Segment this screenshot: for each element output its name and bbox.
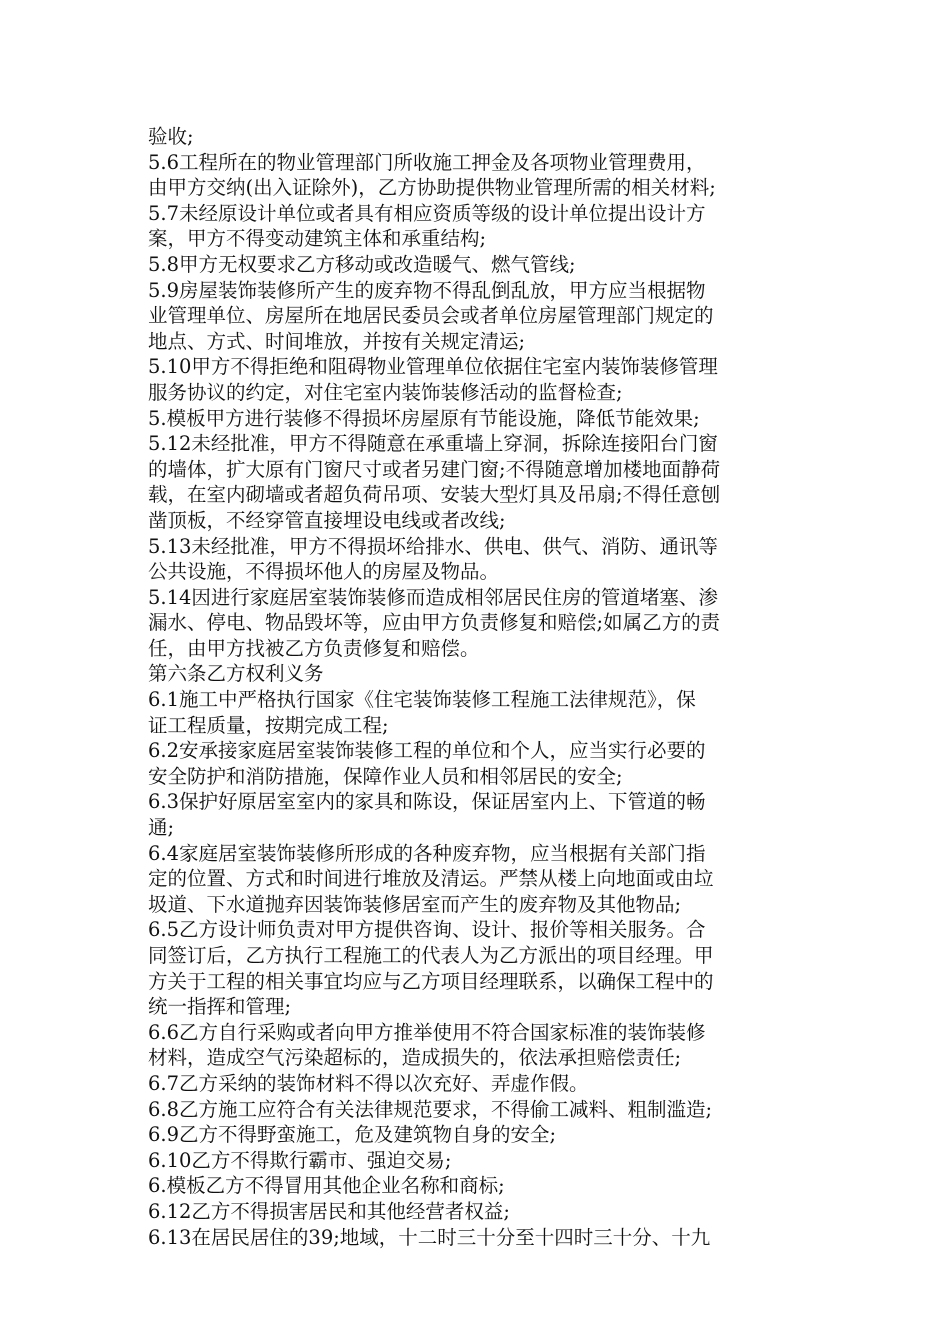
- text-line: 5.10甲方不得拒绝和阻碍物业管理单位依据住宅室内装饰装修管理: [148, 355, 718, 379]
- text-line: 6.7乙方采纳的装饰材料不得以次充好、弄虚作假。: [148, 1071, 589, 1095]
- text-line: 5.6工程所在的物业管理部门所收施工押金及各项物业管理费用，: [148, 150, 706, 174]
- text-line: 第六条乙方权利义务: [148, 662, 324, 686]
- text-line: 安全防护和消防措施，保障作业人员和相邻居民的安全;: [148, 764, 623, 788]
- text-line: 5.14因进行家庭居室装饰装修而造成相邻居民住房的管道堵塞、渗: [148, 585, 718, 609]
- document-body: [148, 124, 808, 1250]
- text-line: 6.1施工中严格执行国家《住宅装饰装修工程施工法律规范》，保: [148, 688, 696, 712]
- text-line: 任，由甲方找被乙方负责修复和赔偿。: [148, 636, 480, 660]
- text-line: 6.10乙方不得欺行霸市、强迫交易;: [148, 1148, 452, 1172]
- text-line: 5.模板甲方进行装修不得损坏房屋原有节能设施，降低节能效果;: [148, 406, 700, 430]
- text-line: 6.9乙方不得野蛮施工，危及建筑物自身的安全;: [148, 1123, 557, 1147]
- text-line: 统一指挥和管理;: [148, 995, 292, 1019]
- text-line: 公共设施，不得损坏他人的房屋及物品。: [148, 560, 500, 584]
- text-line: 由甲方交纳(出入证除外)，乙方协助提供物业管理所需的相关材料;: [148, 176, 716, 200]
- text-line: 方关于工程的相关事宜均应与乙方项目经理联系，以确保工程中的: [148, 969, 714, 993]
- text-line: 6.13在居民居住的39;地域，十二时三十分至十四时三十分、十九: [148, 1225, 711, 1249]
- text-line: 的墙体，扩大原有门窗尺寸或者另建门窗;不得随意增加楼地面静荷: [148, 457, 721, 481]
- text-line: 漏水、停电、物品毁坏等，应由甲方负责修复和赔偿;如属乙方的责: [148, 611, 721, 635]
- text-line: 载，在室内砌墙或者超负荷吊项、安装大型灯具及吊扇;不得任意刨: [148, 483, 721, 507]
- text-line: 验收;: [148, 125, 194, 148]
- text-line: 6.8乙方施工应符合有关法律规范要求，不得偷工减料、粗制滥造;: [148, 1097, 713, 1121]
- text-line: 5.7未经原设计单位或者具有相应资质等级的设计单位提出设计方: [148, 201, 706, 225]
- text-line: 业管理单位、房屋所在地居民委员会或者单位房屋管理部门规定的: [148, 304, 714, 328]
- text-line: 6.12乙方不得损害居民和其他经营者权益;: [148, 1199, 510, 1223]
- text-line: 地点、方式、时间堆放，并按有关规定清运;: [148, 329, 526, 353]
- text-line: 通;: [148, 816, 175, 840]
- text-line: 6.4家庭居室装饰装修所形成的各种废弃物，应当根据有关部门指: [148, 841, 706, 865]
- text-line: 6.2安承接家庭居室装饰装修工程的单位和个人，应当实行必要的: [148, 739, 706, 763]
- text-line: 5.13未经批准，甲方不得损坏给排水、供电、供气、消防、通讯等: [148, 534, 718, 558]
- text-line: 6.5乙方设计师负责对甲方提供咨询、设计、报价等相关服务。合: [148, 918, 706, 942]
- text-line: 圾道、下水道抛弃因装饰装修居室而产生的废弃物及其他物品;: [148, 892, 682, 916]
- text-line: 材料，造成空气污染超标的，造成损失的，依法承担赔偿责任;: [148, 1046, 682, 1070]
- text-line: 凿顶板，不经穿管直接埋设电线或者改线;: [148, 508, 506, 532]
- text-line: 5.12未经批准，甲方不得随意在承重墙上穿洞，拆除连接阳台门窗: [148, 432, 718, 456]
- text-line: 服务协议的约定，对住宅室内装饰装修活动的监督检查;: [148, 380, 623, 404]
- text-line: 6.6乙方自行采购或者向甲方推举使用不符合国家标准的装饰装修: [148, 1020, 706, 1044]
- text-line: 案，甲方不得变动建筑主体和承重结构;: [148, 227, 487, 251]
- text-line: 证工程质量，按期完成工程;: [148, 713, 389, 737]
- text-line: 同签订后，乙方执行工程施工的代表人为乙方派出的项目经理。甲: [148, 944, 714, 967]
- text-line: 6.3保护好原居室室内的家具和陈设，保证居室内上、下管道的畅: [148, 790, 706, 814]
- text-line: 5.9房屋装饰装修所产生的废弃物不得乱倒乱放，甲方应当根据物: [148, 278, 706, 302]
- text-line: 5.8甲方无权要求乙方移动或改造暖气、燃气管线;: [148, 252, 576, 276]
- text-line: 6.模板乙方不得冒用其他企业名称和商标;: [148, 1174, 505, 1198]
- text-line: 定的位置、方式和时间进行堆放及清运。严禁从楼上向地面或由垃: [148, 867, 714, 891]
